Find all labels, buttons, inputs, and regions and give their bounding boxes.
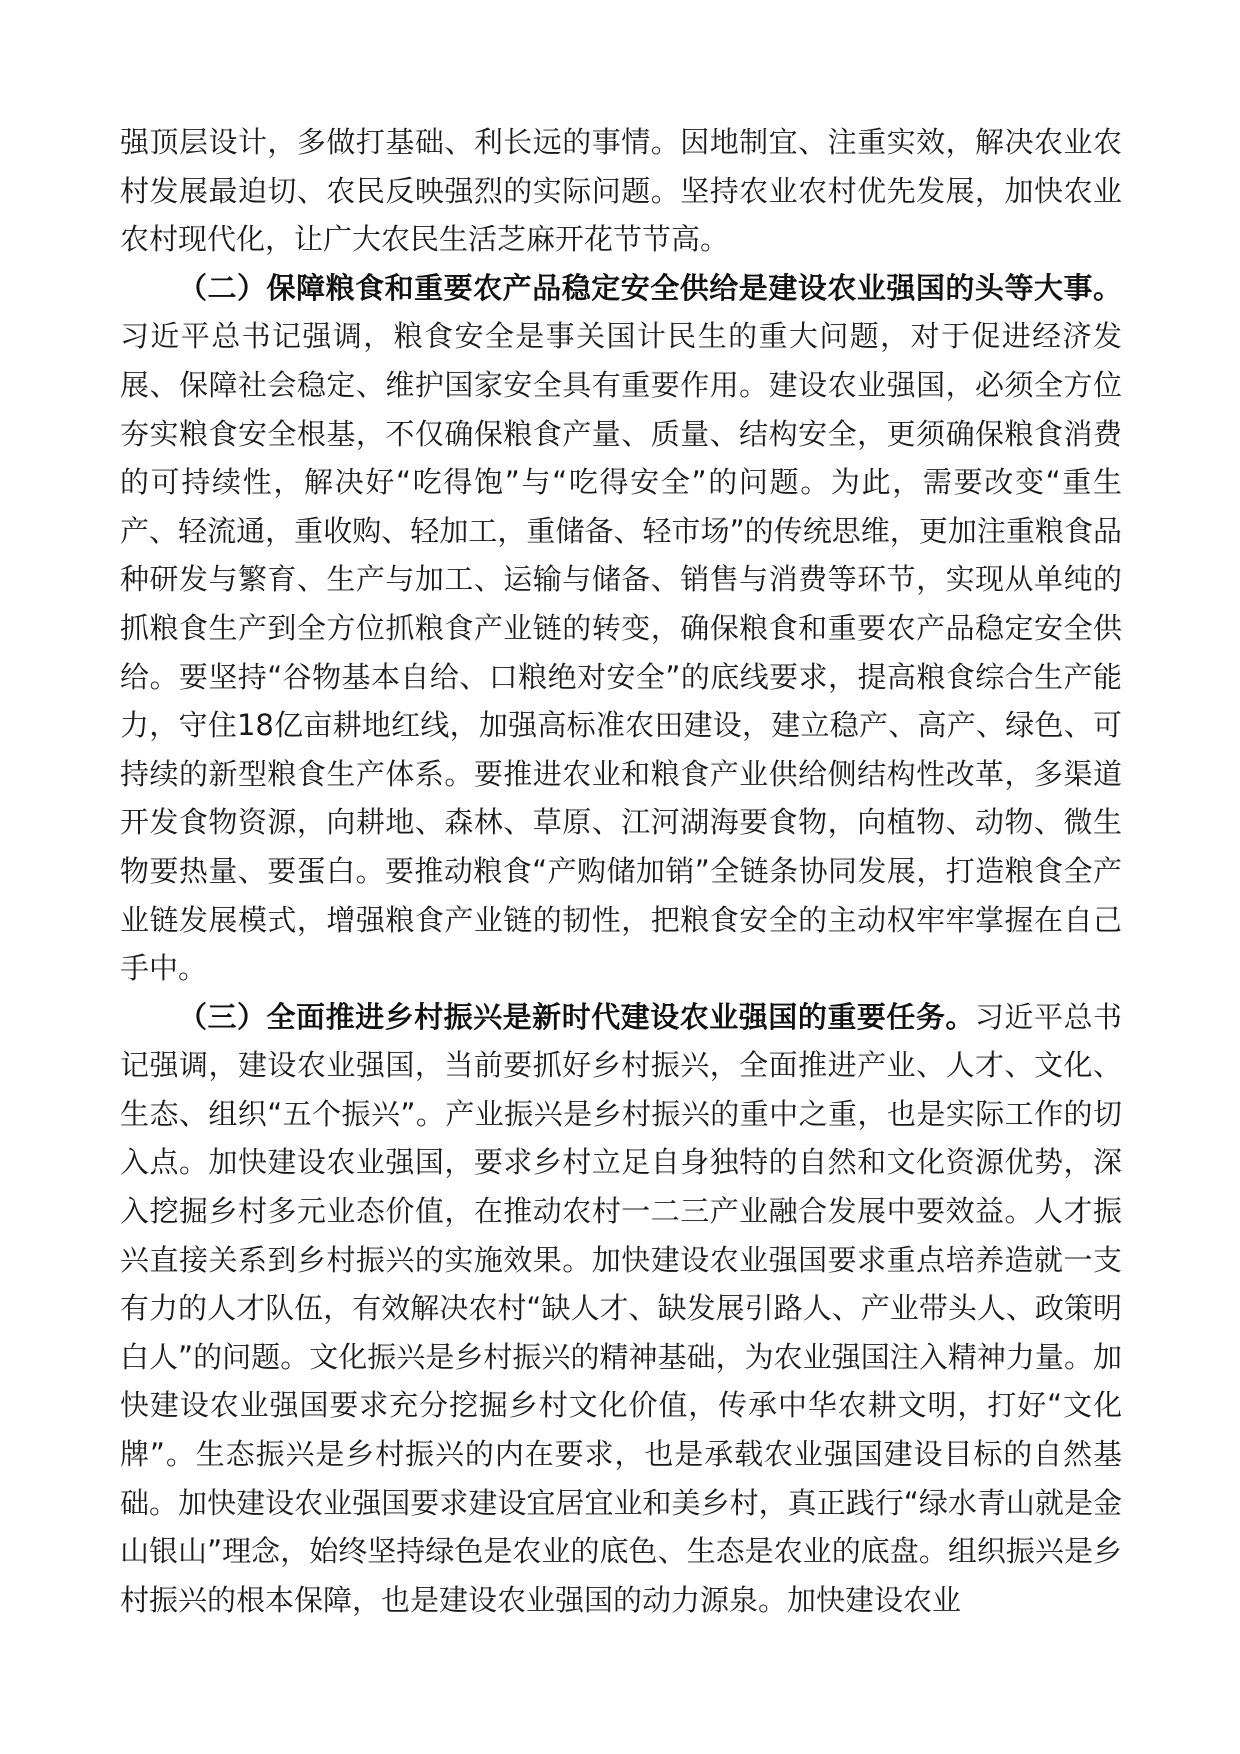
paragraph-text: 强顶层设计，多做打基础、利长远的事情。因地制宜、注重实效，解决农业农村发展最迫切、农民反映强烈的实际问题。坚持农业农村优先发展，加快农业农村现代化，让广大农民生活芝麻开花节节高。: [120, 125, 1122, 257]
paragraph-section-2: [120, 264, 1122, 993]
paragraph-continuation: [120, 118, 1122, 264]
paragraph-section-3: [120, 993, 1122, 1625]
section-heading: （三）全面推进乡村振兴是新时代建设农业强国的重要任务。: [178, 999, 975, 1034]
paragraph-text: 习近平总书记强调，粮食安全是事关国计民生的重大问题，对于促进经济发展、保障社会稳定、维护国家安全具有重要作用。建设农业强国，必须全方位夯实粮食安全根基，不仅确保粮食产量、质量、结构安全，更须确保粮食消费的可持续性，解决好“吃得饱”与“吃得安全”的问题。为此，需要改变“重生产、轻流通，重收购、轻加工，重储备、轻市场”的传统思维，更加注重粮食品种研发与繁育、生产与加工、运输与储备、销售与消费等环节，实现从单纯的抓粮食生产到全方位抓粮食产业链的转变，确保粮食和重要农产品稳定安全供给。要坚持“谷物基本自给、口粮绝对安全”的底线要求，提高粮食综合生产能力，守住18亿亩耕地红线，加强高标准农田建设，建立稳产、高产、绿色、可持续的新型粮食生产体系。要推进农业和粮食产业供给侧结构性改革，多渠道开发食物资源，向耕地、森林、草原、江河湖海要食物，向植物、动物、微生物要热量、要蛋白。要推动粮食“产购储加销”全链条协同发展，打造粮食全产业链发展模式，增强粮食产业链的韧性，把粮食安全的主动权牢牢掌握在自己手中。: [120, 319, 1122, 986]
paragraph-text: 习近平总书记强调，建设农业强国，当前要抓好乡村振兴，全面推进产业、人才、文化、生态、组织“五个振兴”。产业振兴是乡村振兴的重中之重，也是实际工作的切入点。加快建设农业强国，要求乡村立足自身独特的自然和文化资源优势，深入挖掘乡村多元业态价值，在推动农村一二三产业融合发展中要效益。人才振兴直接关系到乡村振兴的实施效果。加快建设农业强国要求重点培养造就一支有力的人才队伍，有效解决农村“缺人才、缺发展引路人、产业带头人、政策明白人”的问题。文化振兴是乡村振兴的精神基础，为农业强国注入精神力量。加快建设农业强国要求充分挖掘乡村文化价值，传承中华农耕文明，打好“文化牌”。生态振兴是乡村振兴的内在要求，也是承载农业强国建设目标的自然基础。加快建设农业强国要求建设宜居宜业和美乡村，真正践行“绿水青山就是金山银山”理念，始终坚持绿色是农业的底色、生态是农业的底盘。组织振兴是乡村振兴的根本保障，也是建设农业强国的动力源泉。加快建设农业: [120, 999, 1122, 1617]
document-page: [120, 118, 1122, 1624]
section-heading: （二）保障粮食和重要农产品稳定安全供给是建设农业强国的头等大事。: [178, 270, 1122, 305]
